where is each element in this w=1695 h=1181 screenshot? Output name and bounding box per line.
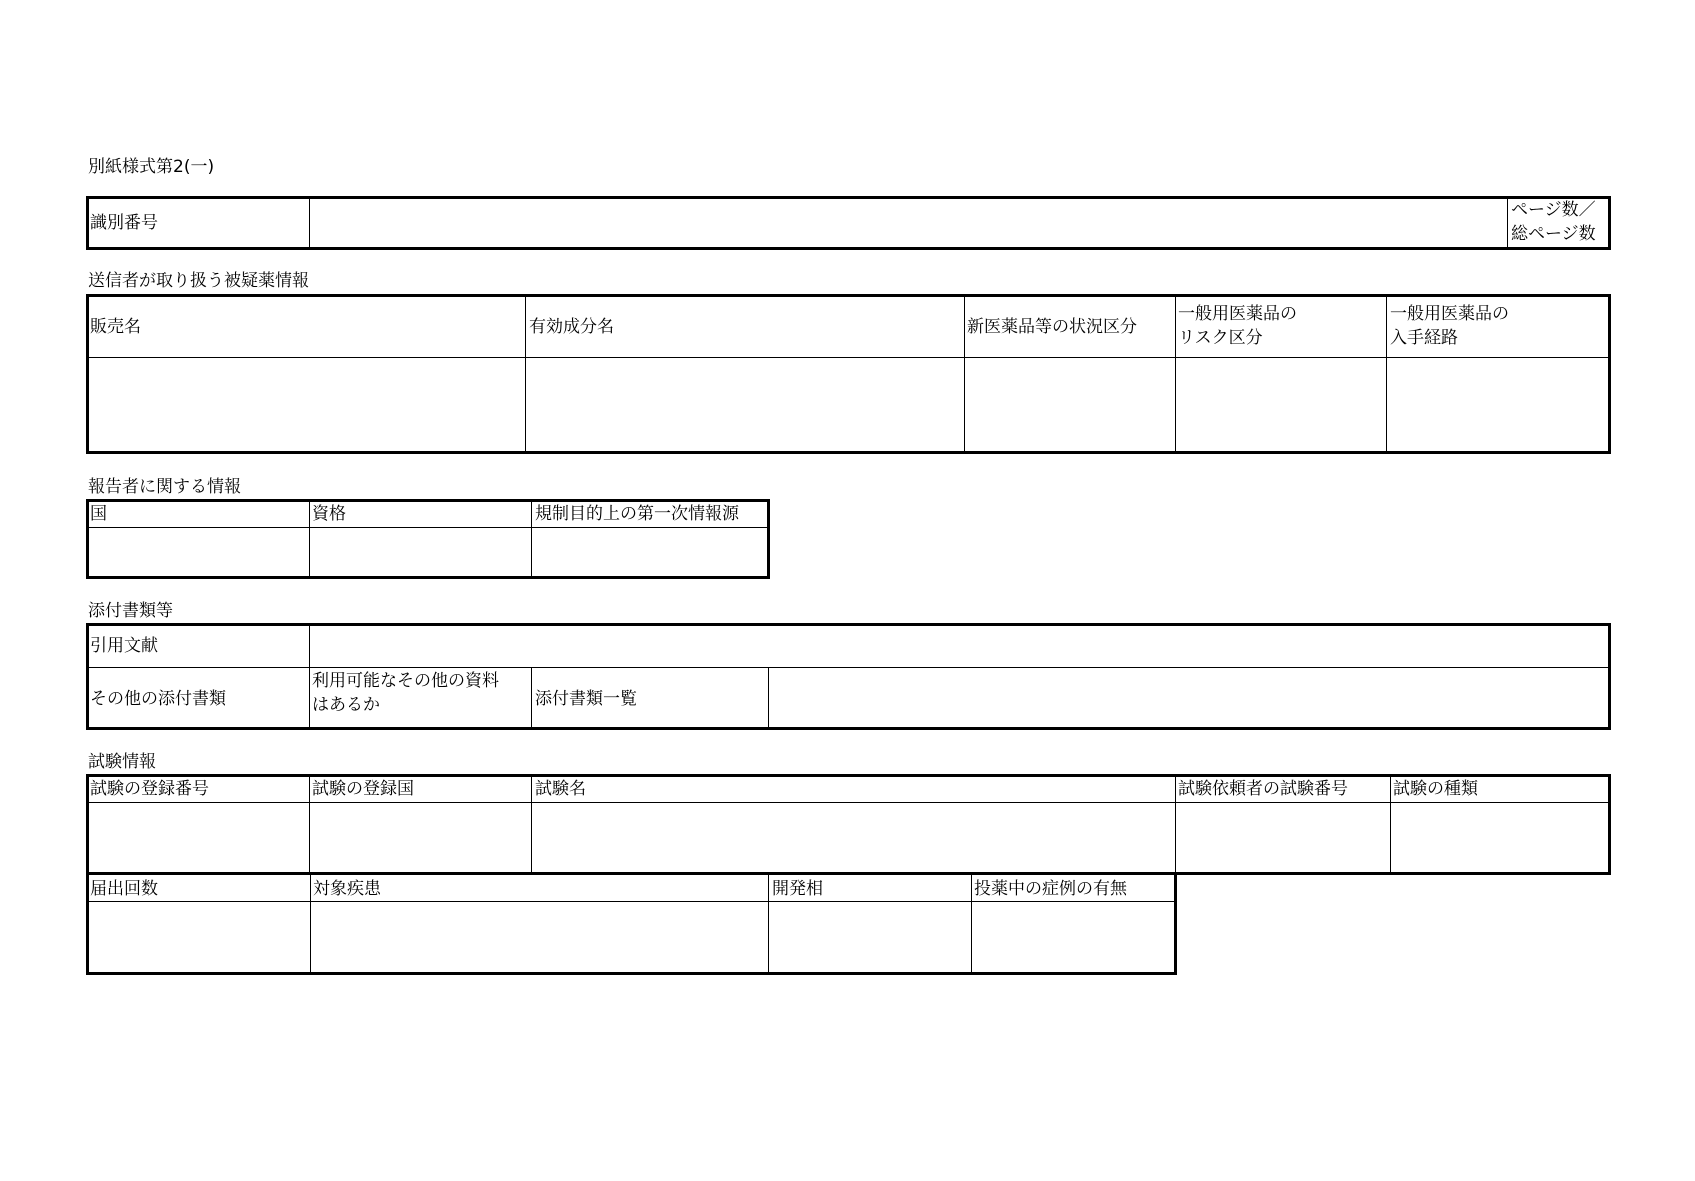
attachment-list-field[interactable] [770, 668, 1608, 727]
sales-name-field[interactable] [89, 358, 524, 451]
reg-number-field[interactable] [89, 803, 308, 872]
page-label-line1: ページ数／ [1511, 200, 1596, 220]
id-label: 識別番号 [90, 213, 158, 233]
other-attachments-label: その他の添付書類 [90, 689, 226, 709]
header-trial-name: 試験名 [535, 779, 586, 799]
divider [1507, 196, 1508, 250]
literature-label: 引用文献 [90, 636, 158, 656]
risk-field[interactable] [1176, 358, 1385, 451]
trial-name-field[interactable] [532, 803, 1174, 872]
target-disease-field[interactable] [311, 902, 767, 972]
cases-during-field[interactable] [972, 902, 1174, 972]
header-reg-number: 試験の登録番号 [90, 779, 209, 799]
route-field[interactable] [1387, 358, 1608, 451]
phase-field[interactable] [769, 902, 970, 972]
status-field[interactable] [965, 358, 1174, 451]
qualification-field[interactable] [310, 528, 530, 576]
header-country: 国 [90, 504, 107, 524]
header-primary-source: 規制目的上の第一次情報源 [535, 504, 739, 524]
divider [309, 196, 310, 250]
header-reg-country: 試験の登録国 [312, 779, 414, 799]
header-sponsor-number: 試験依頼者の試験番号 [1178, 779, 1348, 799]
divider [768, 667, 769, 730]
id-number-field[interactable] [312, 199, 1505, 247]
sponsor-number-field[interactable] [1176, 803, 1389, 872]
available-materials-line2: はあるか [312, 695, 380, 715]
divider [531, 667, 532, 730]
header-ingredient: 有効成分名 [529, 317, 614, 337]
header-cases-during: 投薬中の症例の有無 [974, 879, 1127, 899]
divider [309, 623, 310, 730]
reg-country-field[interactable] [310, 803, 530, 872]
header-route-line2: 入手経路 [1390, 328, 1458, 348]
header-target-disease: 対象疾患 [313, 879, 381, 899]
attachment-list-label: 添付書類一覧 [535, 689, 637, 709]
header-sales-name: 販売名 [90, 317, 141, 337]
drug-section-title: 送信者が取り扱う被疑薬情報 [88, 271, 309, 291]
header-risk-line1: 一般用医薬品の [1178, 304, 1297, 324]
header-status: 新医薬品等の状況区分 [967, 317, 1137, 337]
header-trial-type: 試験の種類 [1393, 779, 1478, 799]
header-phase: 開発相 [772, 879, 823, 899]
header-report-count: 届出回数 [90, 879, 158, 899]
header-risk-line2: リスク区分 [1178, 328, 1263, 348]
form-title: 別紙様式第2(一) [88, 157, 215, 177]
header-qualification: 資格 [312, 504, 346, 524]
attachments-section-title: 添付書類等 [88, 601, 173, 621]
ingredient-field[interactable] [526, 358, 963, 451]
country-field[interactable] [89, 528, 308, 576]
primary-source-field[interactable] [532, 528, 767, 576]
header-route-line1: 一般用医薬品の [1390, 304, 1509, 324]
literature-field[interactable] [312, 626, 1608, 666]
trial-type-field[interactable] [1391, 803, 1608, 872]
reporter-section-title: 報告者に関する情報 [88, 477, 241, 497]
available-materials-line1: 利用可能なその他の資料 [312, 671, 499, 691]
trial-section-title: 試験情報 [88, 752, 156, 772]
report-count-field[interactable] [89, 902, 309, 972]
page-label-line2: 総ページ数 [1511, 224, 1596, 244]
